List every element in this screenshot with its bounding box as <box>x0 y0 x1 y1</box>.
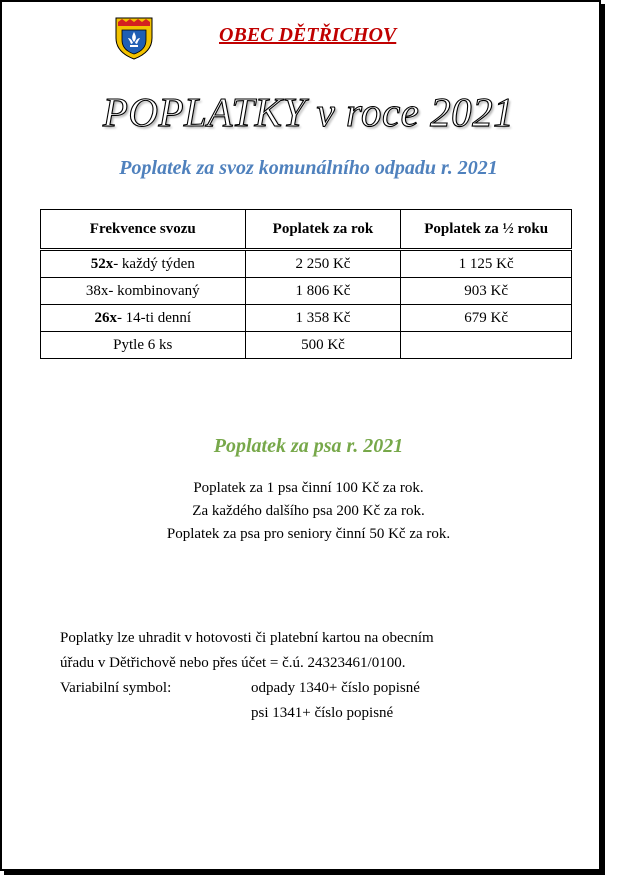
page-title: POPLATKY v roce 2021 <box>102 89 515 135</box>
waste-fee-heading: Poplatek za svoz komunálního odpadu r. 2021 <box>119 157 498 179</box>
yearly-fee-cell: 1 358 Kč <box>245 305 401 332</box>
table-header-row <box>41 210 572 250</box>
table-row <box>41 250 572 278</box>
variable-symbol-dogs: psi 1341+ číslo popisné <box>251 705 394 721</box>
dog-fee-line: Za každého dalšího psa 200 Kč za rok. <box>192 503 425 519</box>
variable-symbol-row <box>60 676 580 701</box>
yearly-fee-cell: 500 Kč <box>245 332 401 359</box>
dog-fee-heading: Poplatek za psa r. 2021 <box>213 435 404 457</box>
payment-line: úřadu v Dětřichově nebo přes účet = č.ú. 24323461/0100. <box>60 655 406 671</box>
table-row <box>41 332 572 359</box>
frequency-cell: 38x- kombinovaný <box>41 278 246 305</box>
variable-symbol-row <box>60 701 580 726</box>
column-header-half-year-fee: Poplatek za ½ roku <box>401 210 572 250</box>
frequency-cell: 26x- 14-ti denní <box>41 305 246 332</box>
half-year-fee-cell: 1 125 Kč <box>401 250 572 278</box>
table-row <box>41 278 572 305</box>
town-name: OBEC DĚTŘICHOV <box>219 24 397 46</box>
half-year-fee-cell: 679 Kč <box>401 305 572 332</box>
payment-info <box>60 626 580 726</box>
variable-symbol-waste: odpady 1340+ číslo popisné <box>251 680 420 696</box>
village-coat-of-arms-icon <box>114 16 154 60</box>
dog-fee-text <box>0 477 617 546</box>
variable-symbol-label: Variabilní symbol: <box>60 680 172 696</box>
frequency-cell: Pytle 6 ks <box>41 332 246 359</box>
table-row <box>41 305 572 332</box>
payment-line: Poplatky lze uhradit v hotovosti či platební kartou na obecním <box>60 630 434 646</box>
half-year-fee-cell <box>401 332 572 359</box>
dog-fee-line: Poplatek za psa pro seniory činní 50 Kč za rok. <box>166 526 451 542</box>
half-year-fee-cell: 903 Kč <box>401 278 572 305</box>
yearly-fee-cell: 1 806 Kč <box>245 278 401 305</box>
column-header-yearly-fee: Poplatek za rok <box>245 210 401 250</box>
dog-fee-line: Poplatek za 1 psa činní 100 Kč za rok. <box>193 480 424 496</box>
waste-fee-table <box>40 209 572 359</box>
yearly-fee-cell: 2 250 Kč <box>245 250 401 278</box>
column-header-frequency: Frekvence svozu <box>41 210 246 250</box>
frequency-cell: 52x- každý týden <box>41 250 246 278</box>
